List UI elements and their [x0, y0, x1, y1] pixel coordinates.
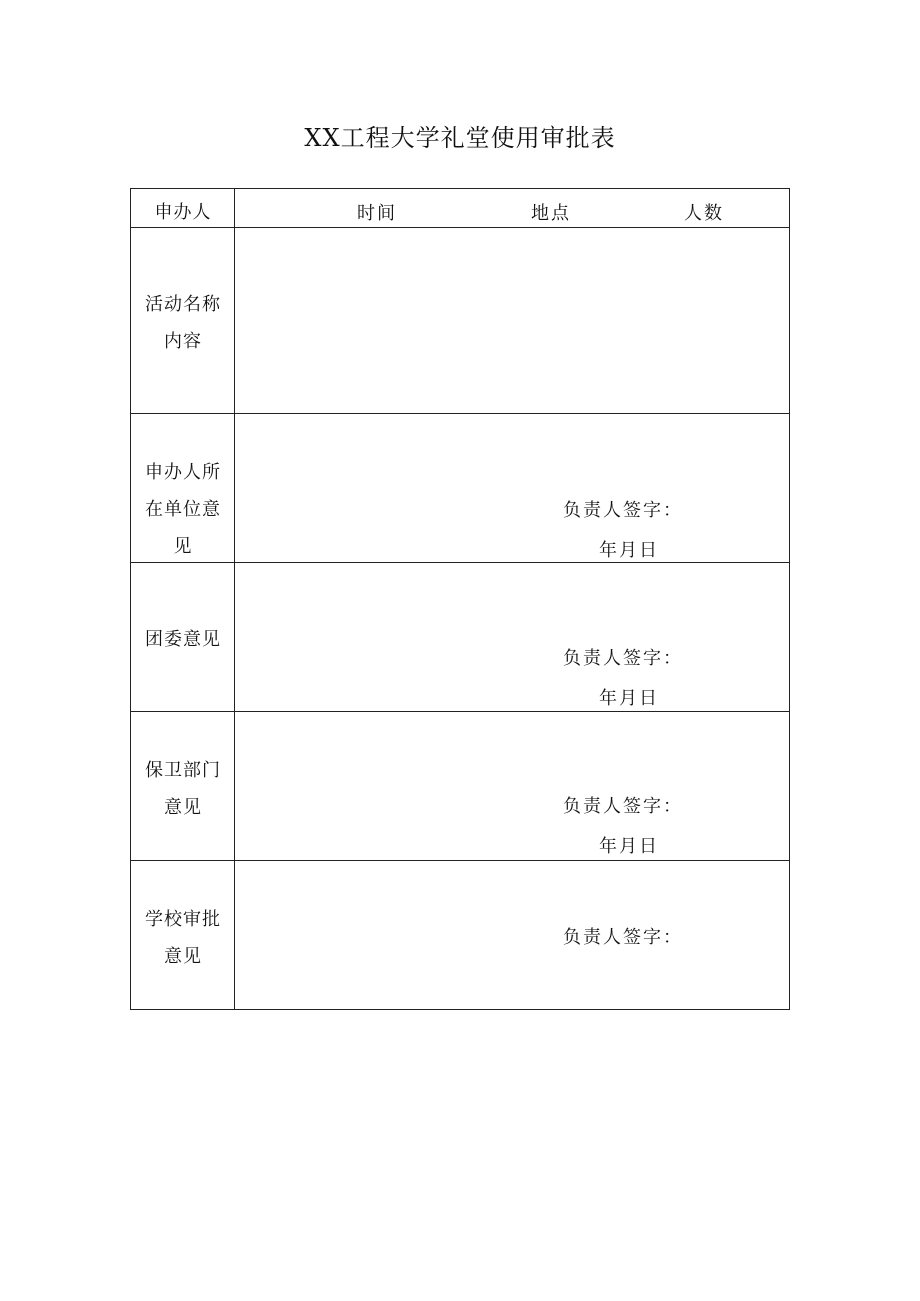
count-label: 人数: [684, 203, 724, 224]
unit-opinion-row: [131, 414, 789, 563]
school-opinion-label: 学校审批意见: [145, 909, 221, 967]
applicant-label: 申办人: [154, 202, 212, 223]
league-date-label: 年月日: [599, 688, 659, 709]
activity-row: [131, 228, 789, 414]
header-row: [131, 189, 789, 228]
unit-signature-label: 负责人签字：: [563, 500, 683, 521]
security-opinion-row: [131, 712, 789, 861]
school-opinion-row: [131, 861, 789, 1009]
page-title: XX工程大学礼堂使用审批表: [304, 124, 616, 152]
school-opinion-label-cell: [131, 861, 235, 1009]
security-opinion-label: 保卫部门意见: [145, 760, 221, 818]
security-opinion-label-cell: [131, 712, 235, 860]
league-opinion-label-cell: [131, 563, 235, 711]
league-opinion-row: [131, 563, 789, 712]
security-signature-label: 负责人签字：: [563, 796, 683, 817]
school-signature-label: 负责人签字：: [563, 927, 683, 948]
league-opinion-label: 团委意见: [145, 629, 221, 650]
league-signature-label: 负责人签字：: [563, 648, 683, 669]
place-label: 地点: [531, 203, 571, 224]
security-date-label: 年月日: [599, 836, 659, 857]
activity-label: 活动名称内容: [145, 294, 221, 352]
activity-label-cell: [131, 228, 235, 413]
time-label: 时间: [357, 203, 397, 224]
applicant-label-cell: [131, 189, 235, 227]
approval-form-table: [130, 188, 790, 1010]
unit-date-label: 年月日: [599, 540, 659, 561]
activity-content-field[interactable]: [235, 228, 789, 413]
unit-opinion-label-cell: [131, 414, 235, 562]
unit-opinion-label: 申办人所在单位意见: [145, 462, 221, 557]
